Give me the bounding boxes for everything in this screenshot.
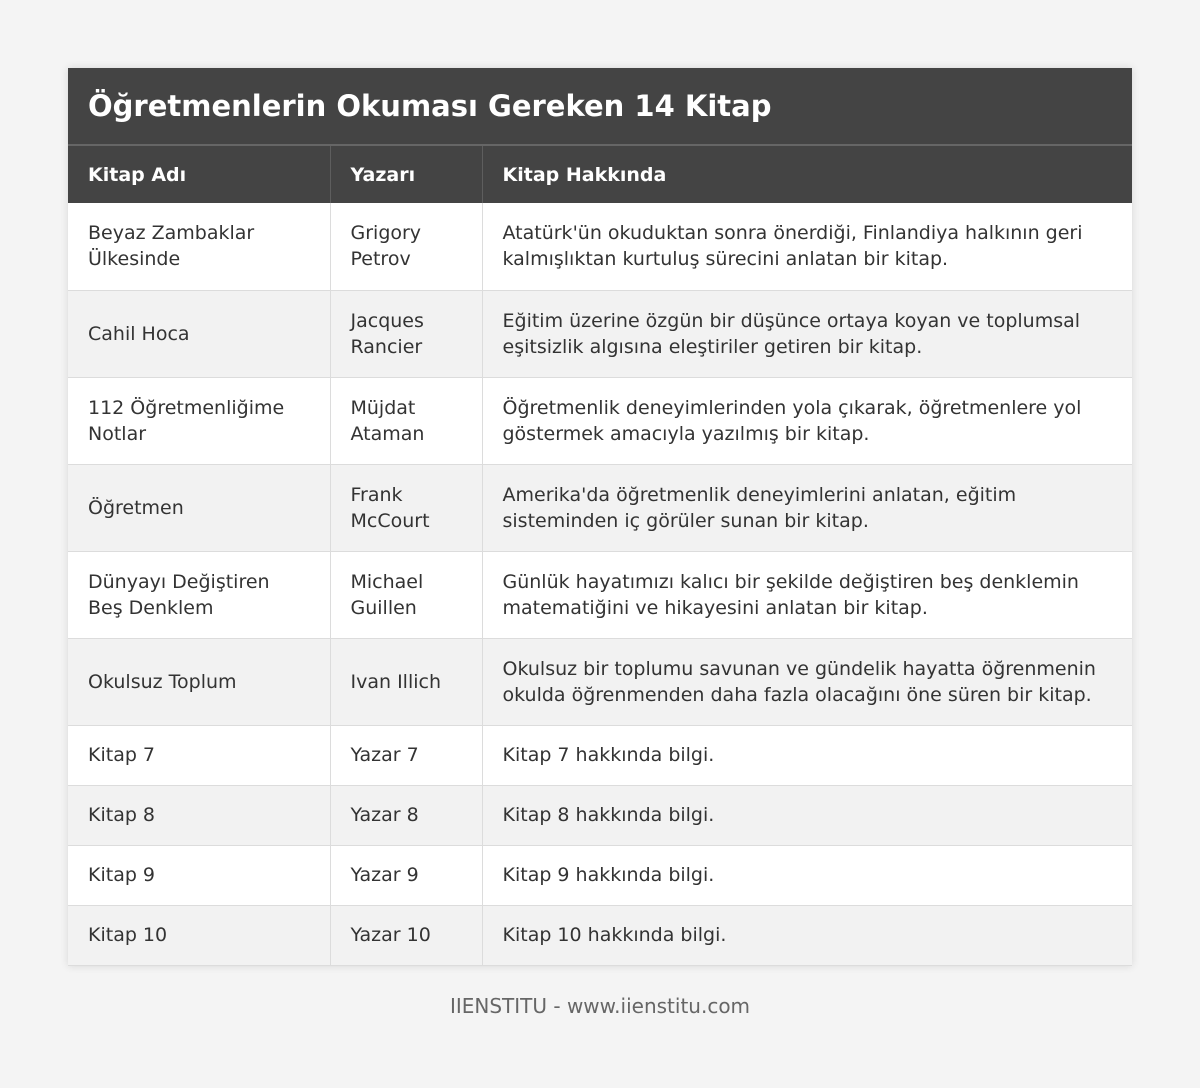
about-cell: Kitap 10 hakkında bilgi. xyxy=(482,905,1132,965)
about-cell: Kitap 9 hakkında bilgi. xyxy=(482,845,1132,905)
book-name-cell: Okulsuz Toplum xyxy=(68,638,330,725)
table-row xyxy=(68,845,1132,905)
author-cell: Grigory Petrov xyxy=(330,203,482,290)
table-row xyxy=(68,203,1132,290)
author-cell: Frank McCourt xyxy=(330,464,482,551)
about-cell: Kitap 8 hakkında bilgi. xyxy=(482,785,1132,845)
author-cell: Yazar 8 xyxy=(330,785,482,845)
about-cell: Amerika'da öğretmenlik deneyimlerini anlatan, eğitim sisteminden iç görüler sunan bir kitap. xyxy=(482,464,1132,551)
table-row xyxy=(68,464,1132,551)
book-name-cell: Dünyayı Değiştiren Beş Denklem xyxy=(68,551,330,638)
about-cell: Atatürk'ün okuduktan sonra önerdiği, Finlandiya halkının geri kalmışlıktan kurtuluş sürecini anlatan bir kitap. xyxy=(482,203,1132,290)
author-cell: Michael Guillen xyxy=(330,551,482,638)
table-row xyxy=(68,551,1132,638)
table-row xyxy=(68,785,1132,845)
author-cell: Jacques Rancier xyxy=(330,290,482,377)
book-name-cell: Kitap 9 xyxy=(68,845,330,905)
about-cell: Öğretmenlik deneyimlerinden yola çıkarak, öğretmenlere yol göstermek amacıyla yazılmış bir kitap. xyxy=(482,377,1132,464)
footer-credit: IIENSTITU - www.iienstitu.com xyxy=(449,994,751,1018)
page-title: Öğretmenlerin Okuması Gereken 14 Kitap xyxy=(68,68,1132,144)
table-row xyxy=(68,377,1132,464)
book-table xyxy=(68,144,1132,966)
header-book-name: Kitap Adı xyxy=(68,145,330,203)
book-name-cell: Kitap 7 xyxy=(68,725,330,785)
book-name-cell: 112 Öğretmenliğime Notlar xyxy=(68,377,330,464)
author-cell: Ivan Illich xyxy=(330,638,482,725)
author-cell: Yazar 7 xyxy=(330,725,482,785)
book-name-cell: Kitap 10 xyxy=(68,905,330,965)
book-name-cell: Cahil Hoca xyxy=(68,290,330,377)
table-row xyxy=(68,290,1132,377)
header-author: Yazarı xyxy=(330,145,482,203)
about-cell: Günlük hayatımızı kalıcı bir şekilde değiştiren beş denklemin matematiğini ve hikayesini anlatan bir kitap. xyxy=(482,551,1132,638)
about-cell: Okulsuz bir toplumu savunan ve gündelik hayatta öğrenmenin okulda öğrenmenden daha fazla olacağını öne süren bir kitap. xyxy=(482,638,1132,725)
table-row xyxy=(68,725,1132,785)
about-cell: Eğitim üzerine özgün bir düşünce ortaya koyan ve toplumsal eşitsizlik algısına eleştiriler getiren bir kitap. xyxy=(482,290,1132,377)
about-cell: Kitap 7 hakkında bilgi. xyxy=(482,725,1132,785)
table-row xyxy=(68,638,1132,725)
table-row xyxy=(68,905,1132,965)
author-cell: Yazar 10 xyxy=(330,905,482,965)
book-name-cell: Beyaz Zambaklar Ülkesinde xyxy=(68,203,330,290)
author-cell: Yazar 9 xyxy=(330,845,482,905)
header-about: Kitap Hakkında xyxy=(482,145,1132,203)
author-cell: Müjdat Ataman xyxy=(330,377,482,464)
book-name-cell: Öğretmen xyxy=(68,464,330,551)
book-name-cell: Kitap 8 xyxy=(68,785,330,845)
book-table-card xyxy=(68,68,1132,966)
table-header-row xyxy=(68,145,1132,203)
